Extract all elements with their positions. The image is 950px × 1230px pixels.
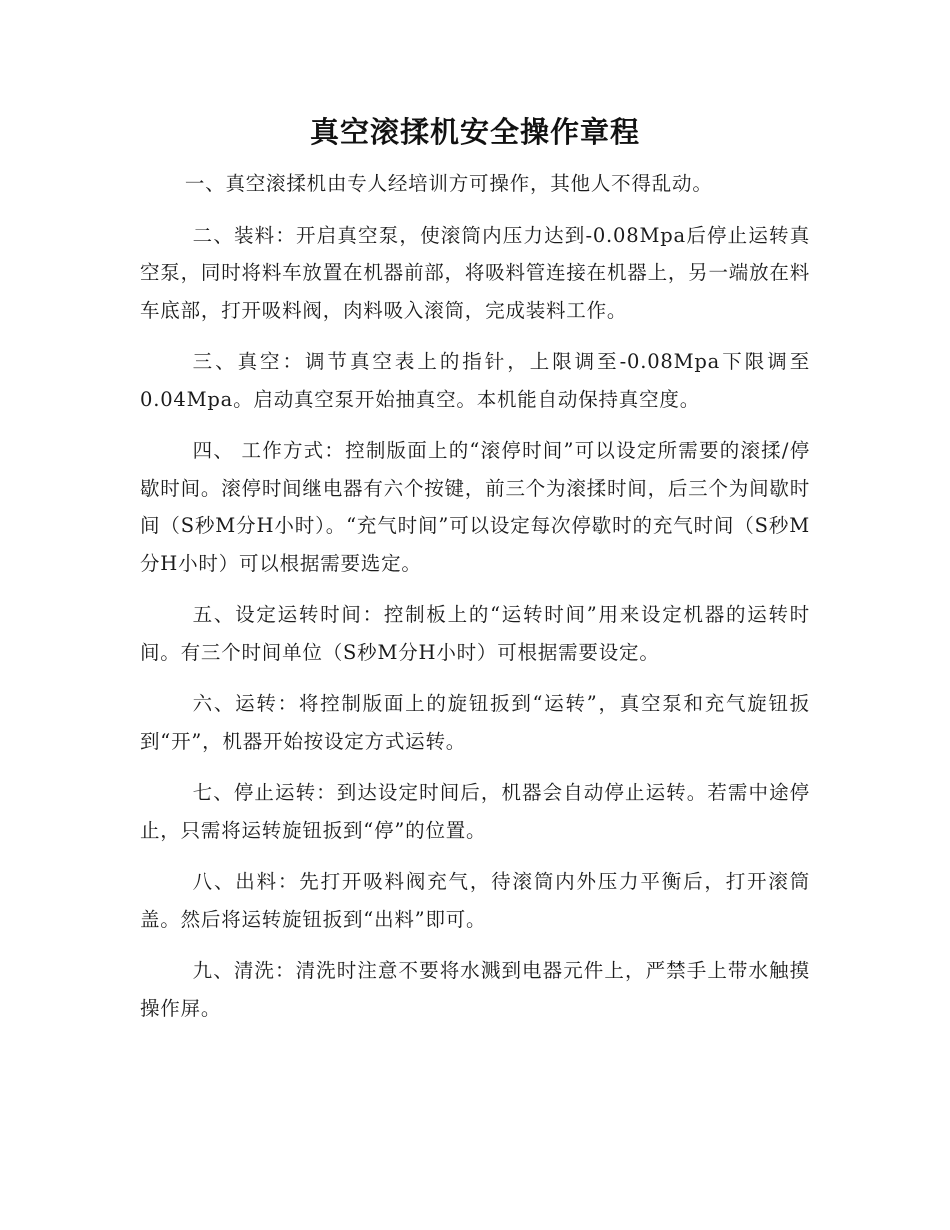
document-title: 真空滚揉机安全操作章程 [309, 115, 640, 149]
rule-paragraph-2: 二、装料：开启真空泵，使滚筒内压力达到-0.08Mpa后停止运转真空泵，同时将料车放置在机器前部，将吸料管连接在机器上，另一端放在料车底部，打开吸料阀，肉料吸入滚筒，完成装料工作。 [140, 223, 810, 322]
rule-paragraph-5: 五、设定运转时间：控制板上的“运转时间”用来设定机器的运转时间。有三个时间单位（S秒M分H小时）可根据需要设定。 [140, 603, 810, 664]
rule-paragraph-9: 九、清洗：清洗时注意不要将水溅到电器元件上，严禁手上带水触摸操作屏。 [140, 959, 810, 1020]
rule-paragraph-7: 七、停止运转：到达设定时间后，机器会自动停止运转。若需中途停止，只需将运转旋钮扳到“停”的位置。 [140, 781, 810, 842]
rule-paragraph-4: 四、 工作方式：控制版面上的“滚停时间”可以设定所需要的滚揉/停歇时间。滚停时间继电器有六个按键，前三个为滚揉时间，后三个为间歇时间（S秒M分H小时）。“充气时间”可以设定每次停歇时的充气时间（S秒M分H小时）可以根据需要选定。 [140, 439, 810, 575]
rule-paragraph-3: 三、真空：调节真空表上的指针，上限调至-0.08Mpa下限调至0.04Mpa。启动真空泵开始抽真空。本机能自动保持真空度。 [140, 350, 810, 411]
rule-paragraph-6: 六、运转：将控制版面上的旋钮扳到“运转”，真空泵和充气旋钮扳到“开”，机器开始按设定方式运转。 [140, 692, 810, 753]
rule-paragraph-1: 一、真空滚揉机由专人经培训方可操作，其他人不得乱动。 [184, 172, 713, 195]
rule-paragraph-8: 八、出料：先打开吸料阀充气，待滚筒内外压力平衡后，打开滚筒盖。然后将运转旋钮扳到“出料”即可。 [140, 870, 810, 931]
document-body [140, 165, 810, 1041]
